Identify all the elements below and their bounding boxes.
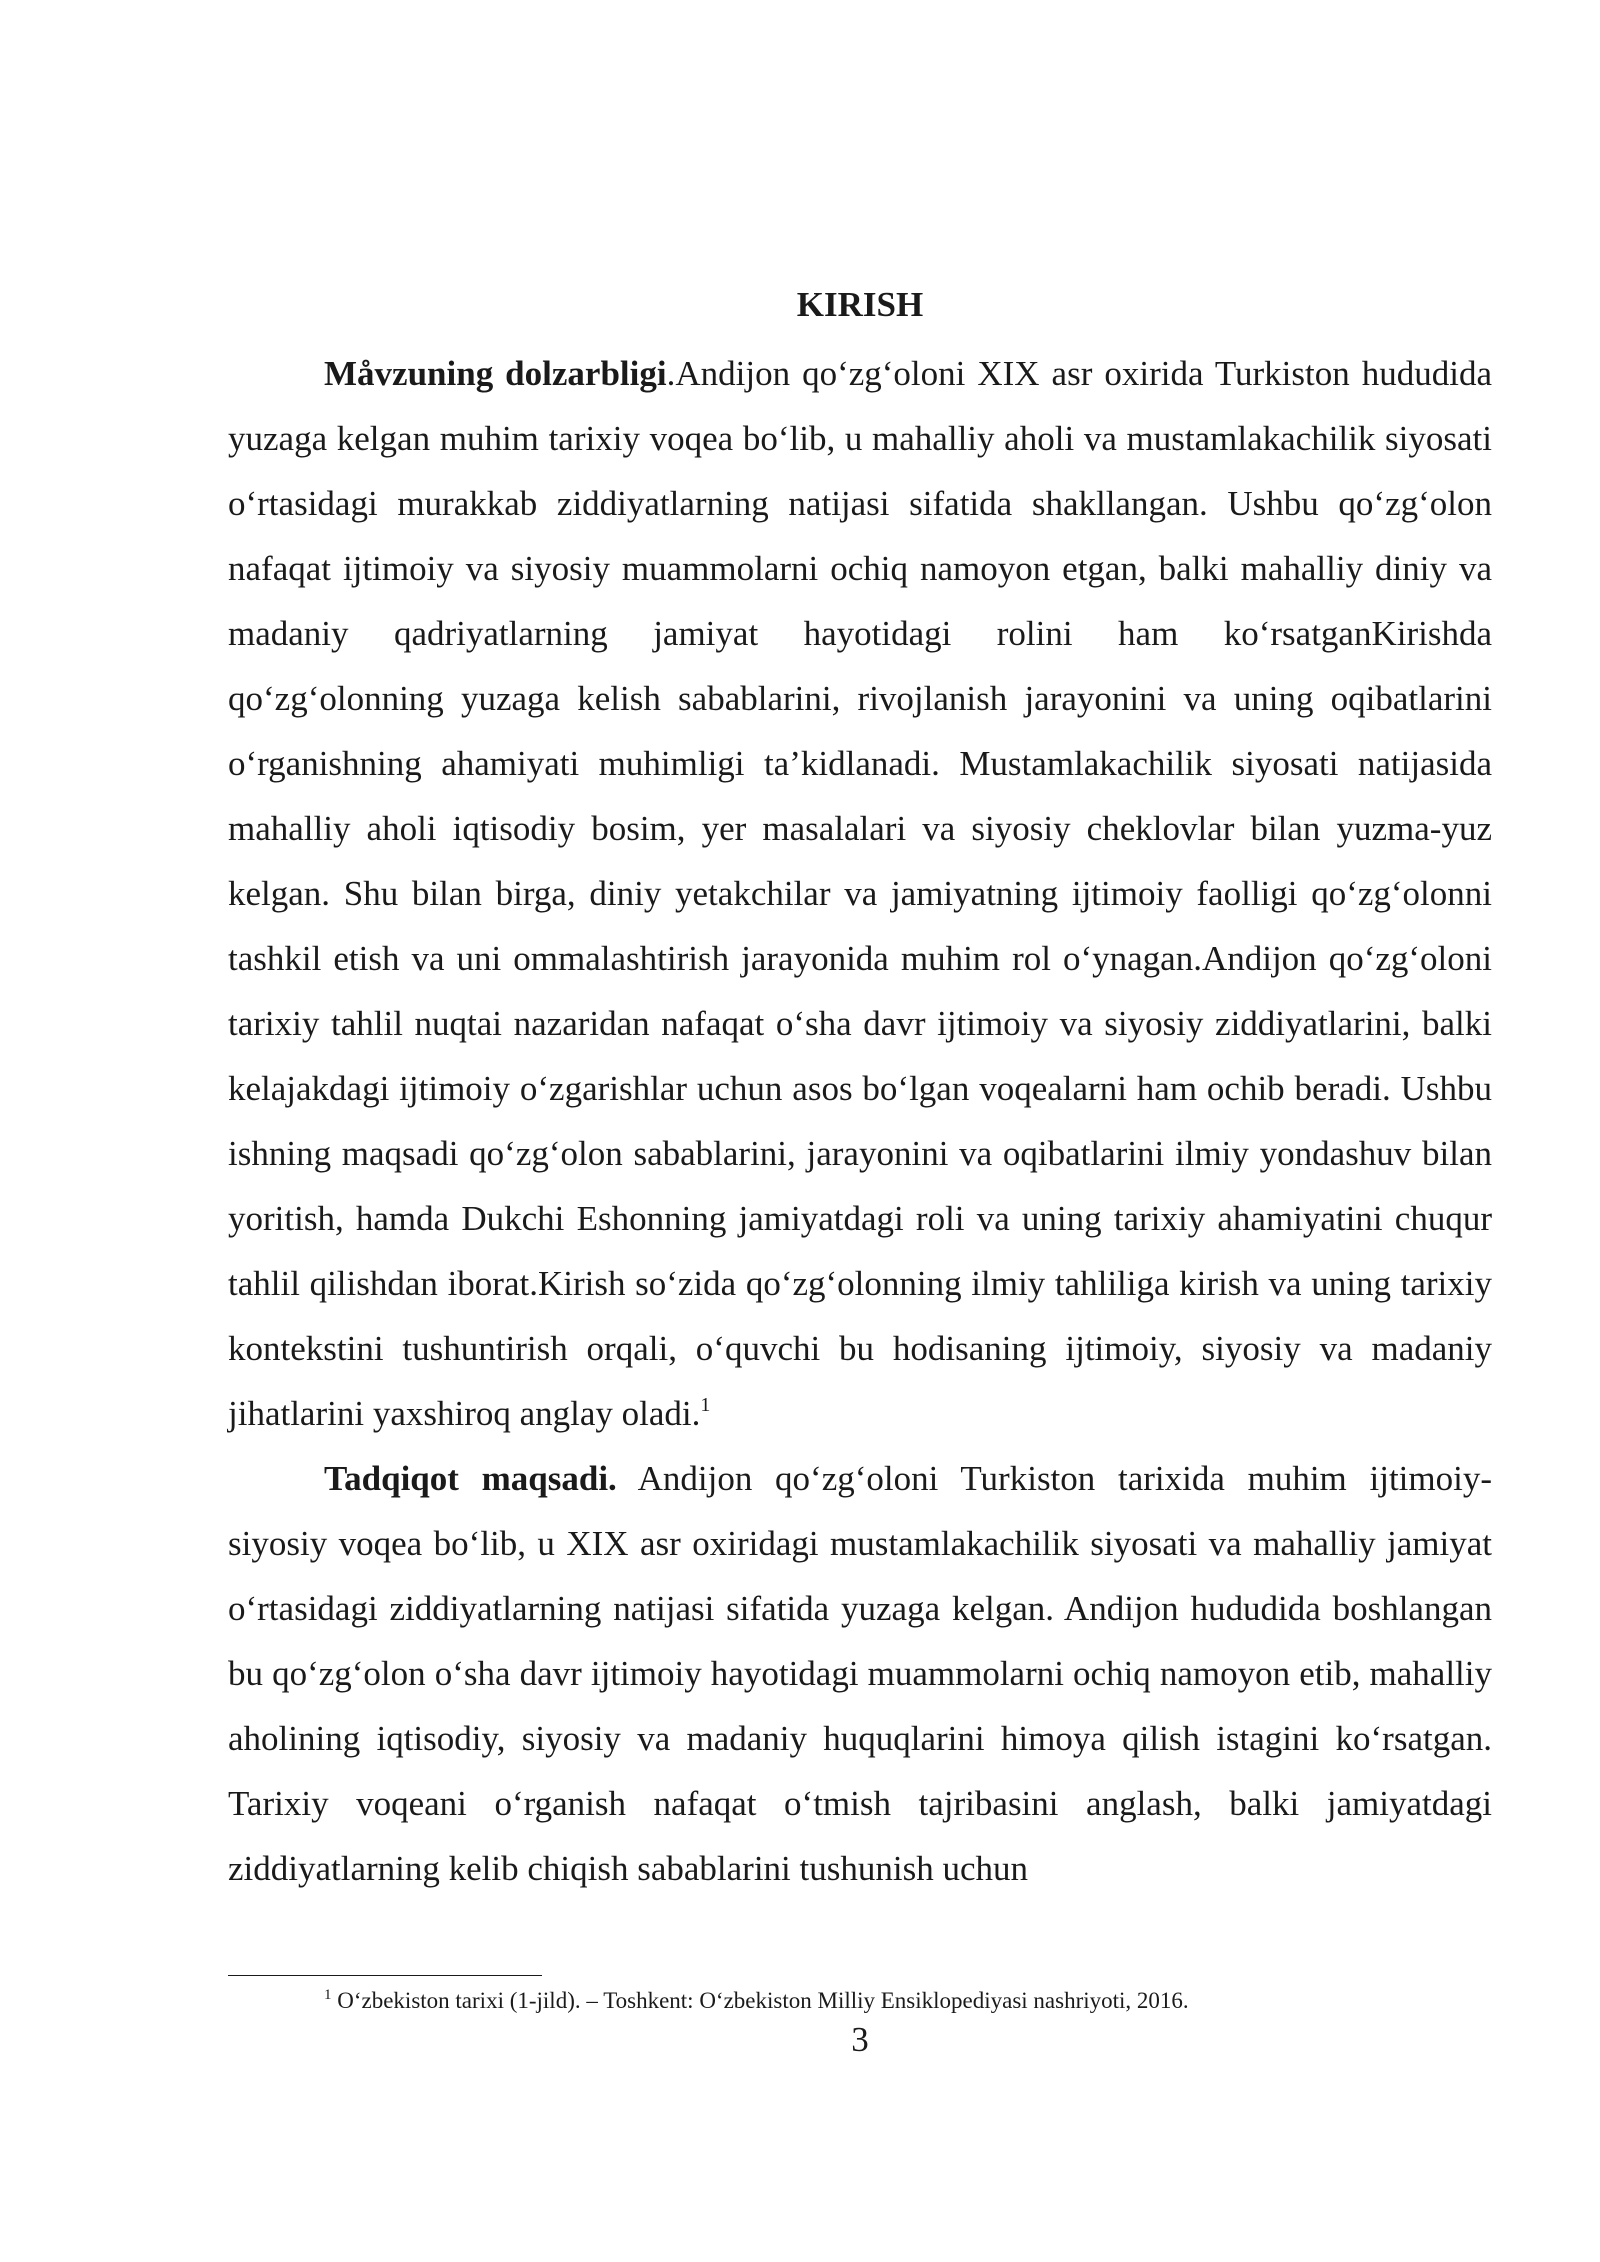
paragraph-lead: Tadqiqot maqsadi.	[324, 1459, 617, 1498]
footnote-divider	[228, 1975, 542, 1976]
footnote-number: 1	[324, 1987, 332, 2003]
paragraph-text: Andijon qo‘zg‘oloni Turkiston tarixida muhim ijtimoiy-siyosiy voqea bo‘lib, u XIX asr oxiridagi mustamlakachilik siyosati va mahalliy jamiyat o‘rtasidagi ziddiyatlarning natijasi sifatida yuzaga kelgan. Andijon hududida boshlangan bu qo‘zg‘olon o‘sha davr ijtimoiy hayotidagi muammolarni ochiq namoyon etib, mahalliy aholining iqtisodiy, siyosiy va madaniy huquqlarini himoya qilish istagini ko‘rsatgan. Tarixiy voqeani o‘rganish nafaqat o‘tmish tajribasini anglash, balki jamiyatdagi ziddiyatlarning kelib chiqish sabablarini tushunish uchun	[228, 1459, 1492, 1888]
page-number: 3	[851, 2020, 869, 2059]
footnote-text: O‘zbekiston tarixi (1-jild). – Toshkent: O‘zbekiston Milliy Ensiklopediyasi nashriyoti, 2016.	[331, 1988, 1189, 2013]
footnote	[228, 1986, 1492, 2016]
paragraph-lead: Måvzuning dolzarbligi	[324, 354, 667, 393]
paragraph-text: .Andijon qo‘zg‘oloni XIX asr oxirida Turkiston hududida yuzaga kelgan muhim tarixiy voqea bo‘lib, u mahalliy aholi va mustamlakachilik siyosati o‘rtasidagi murakkab ziddiyatlarning natijasi sifatida shakllangan. Ushbu qo‘zg‘olon nafaqat ijtimoiy va siyosiy muammolarni ochiq namoyon etgan, balki mahalliy diniy va madaniy qadriyatlarning jamiyat hayotidagi rolini ham ko‘rsatganKirishda qo‘zg‘olonning yuzaga kelish sabablarini, rivojlanish jarayonini va uning oqibatlarini o‘rganishning ahamiyati muhimligi ta’kidlanadi. Mustamlakachilik siyosati natijasida mahalliy aholi iqtisodiy bosim, yer masalalari va siyosiy cheklovlar bilan yuzma-yuz kelgan. Shu bilan birga, diniy yetakchilar va jamiyatning ijtimoiy faolligi qo‘zg‘olonni tashkil etish va uni ommalashtirish jarayonida muhim rol o‘ynagan.Andijon qo‘zg‘oloni tarixiy tahlil nuqtai nazaridan nafaqat o‘sha davr ijtimoiy va siyosiy ziddiyatlarini, balki kelajakdagi ijtimoiy o‘zgarishlar uchun asos bo‘lgan voqealarni ham ochib beradi. Ushbu ishning maqsadi qo‘zg‘olon sabablarini, jarayonini va oqibatlarini ilmiy yondashuv bilan yoritish, hamda Dukchi Eshonning jamiyatdagi roli va uning tarixiy ahamiyatini chuqur tahlil qilishdan iborat.Kirish so‘zida qo‘zg‘olonning ilmiy tahliliga kirish va uning tarixiy kontekstini tushuntirish orqali, o‘quvchi bu hodisaning ijtimoiy, siyosiy va madaniy jihatlarini yaxshiroq anglay oladi.	[228, 354, 1492, 1433]
footnote-reference: 1	[700, 1394, 711, 1416]
section-heading: KIRISH	[796, 285, 924, 324]
paragraph-research-goal	[228, 1446, 1492, 1901]
body-text	[228, 341, 1492, 1901]
paragraph-relevance	[228, 341, 1492, 1446]
